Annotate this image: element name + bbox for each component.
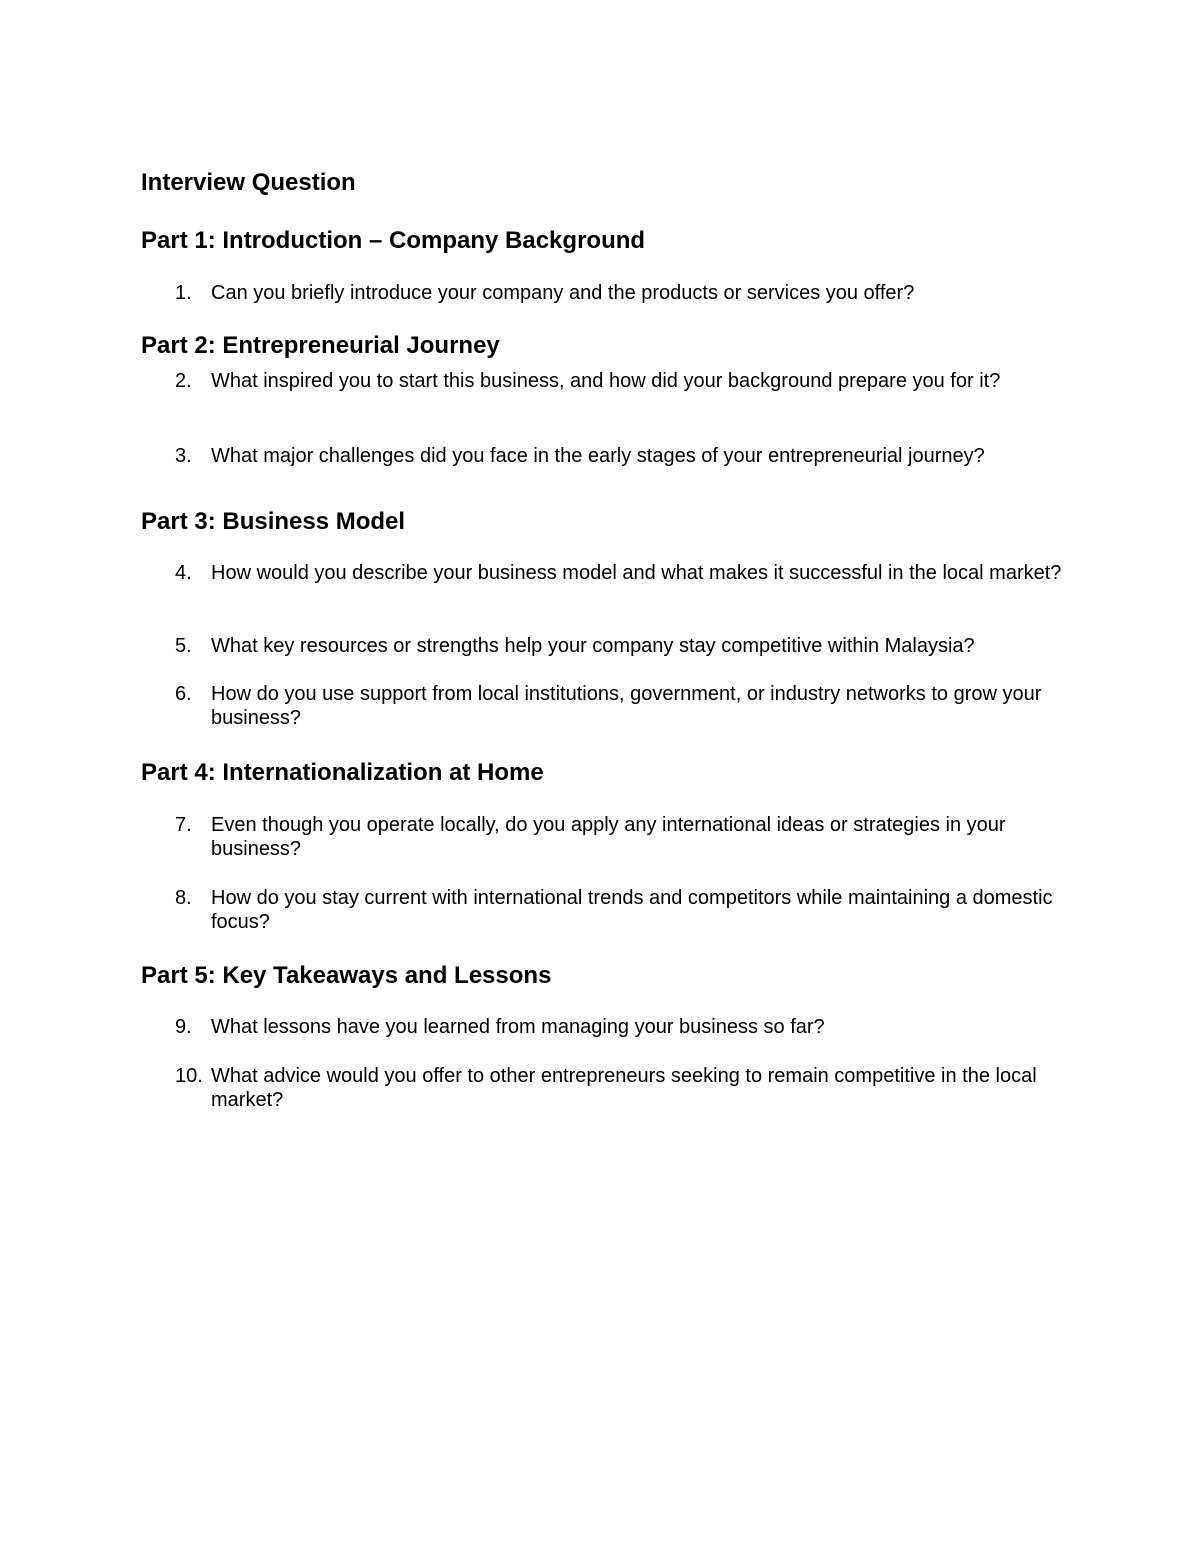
question-item: [141, 281, 1071, 305]
question-item: [141, 682, 1071, 730]
question-number: 5.: [175, 635, 192, 657]
question-number: 7.: [175, 814, 192, 836]
question-number: 9.: [175, 1016, 192, 1038]
section-heading-part-4: Part 4: Internationalization at Home: [141, 759, 544, 786]
question-text: Can you briefly introduce your company and the products or services you offer?: [211, 282, 915, 304]
question-item: [141, 813, 1071, 861]
section-heading-part-3: Part 3: Business Model: [141, 508, 406, 535]
question-text: Even though you operate locally, do you apply any international ideas or strategies in your business?: [211, 814, 1006, 860]
question-text: What major challenges did you face in the early stages of your entrepreneurial journey?: [211, 445, 985, 467]
document-title: Interview Question: [141, 169, 356, 196]
question-number: 8.: [175, 887, 192, 909]
question-item: [141, 886, 1071, 934]
question-text: How would you describe your business model and what makes it successful in the local market?: [211, 562, 1062, 584]
section-heading-part-1: Part 1: Introduction – Company Background: [141, 227, 646, 254]
question-number: 3.: [175, 445, 192, 467]
question-item: [141, 444, 1071, 468]
question-number: 1.: [175, 282, 192, 304]
section-heading-part-2: Part 2: Entrepreneurial Journey: [141, 332, 500, 359]
question-item: [141, 634, 1071, 658]
question-number: 4.: [175, 562, 192, 584]
question-item: [141, 363, 1071, 399]
question-item: [141, 561, 1071, 585]
question-item: [141, 1015, 1071, 1039]
question-text: What lessons have you learned from managing your business so far?: [211, 1016, 825, 1038]
question-number: 6.: [175, 683, 192, 705]
question-number: 2.: [175, 370, 192, 392]
question-item: [141, 1064, 1071, 1112]
question-number: 10.: [175, 1065, 203, 1087]
question-text: How do you stay current with international trends and competitors while maintaining a domestic focus?: [211, 887, 1053, 933]
section-heading-part-5: Part 5: Key Takeaways and Lessons: [141, 962, 552, 989]
question-text: How do you use support from local institutions, government, or industry networks to grow your business?: [211, 683, 1042, 729]
question-text: What advice would you offer to other entrepreneurs seeking to remain competitive in the local market?: [211, 1065, 1037, 1111]
question-text: What inspired you to start this business, and how did your background prepare you for it?: [211, 370, 1001, 392]
question-text: What key resources or strengths help your company stay competitive within Malaysia?: [211, 635, 975, 657]
